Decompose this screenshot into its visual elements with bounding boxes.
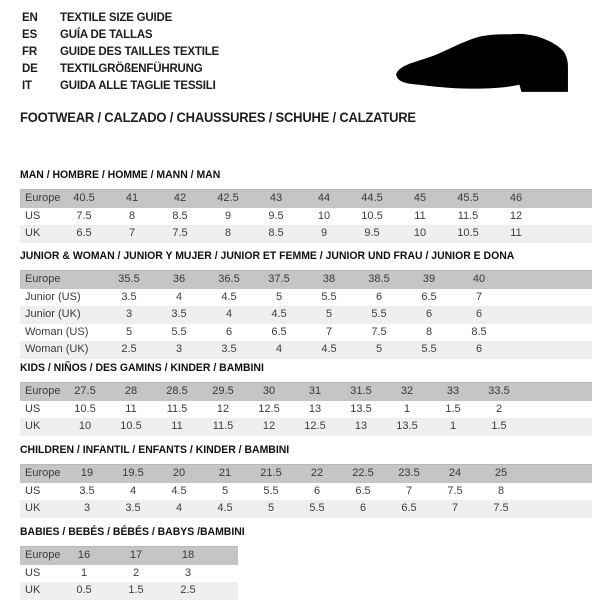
- row-label: US: [20, 208, 60, 226]
- filler-cell: [522, 383, 592, 401]
- size-cell: 5: [354, 341, 404, 359]
- language-label: GUIDA ALLE TAGLIE TESSILI: [60, 80, 216, 92]
- section-title: JUNIOR & WOMAN / JUNIOR Y MUJER / JUNIOR ET FEMME / JUNIOR UND FRAU / JUNIOR E DONA: [20, 250, 515, 262]
- size-cell: 16: [58, 547, 110, 565]
- size-cell: 4.5: [202, 500, 248, 518]
- size-cell: 7: [304, 324, 354, 342]
- size-cell: 1.5: [476, 418, 522, 436]
- row-label: Woman (US): [20, 324, 104, 342]
- size-cell: 29.5: [200, 383, 246, 401]
- language-row: [22, 27, 219, 44]
- size-cell: 10: [62, 418, 108, 436]
- size-cell: 3.5: [154, 306, 204, 324]
- row-label: UK: [20, 225, 60, 243]
- size-cell: 9: [204, 208, 252, 226]
- size-cell: 7: [432, 500, 478, 518]
- size-cell: 44: [300, 190, 348, 208]
- size-cell: 6.5: [404, 289, 454, 307]
- size-cell: 4.5: [254, 306, 304, 324]
- size-cell: 38.5: [354, 271, 404, 289]
- size-cell: 21.5: [248, 465, 294, 483]
- size-cell: 40: [454, 271, 504, 289]
- size-cell: 8.5: [156, 208, 204, 226]
- row-label: Europe: [20, 547, 58, 565]
- size-cell: 5.5: [304, 289, 354, 307]
- size-table-babies: [20, 546, 238, 600]
- size-cell: 4.5: [156, 483, 202, 501]
- table-row: [20, 465, 592, 483]
- size-cell: 30: [246, 383, 292, 401]
- size-cell: 28.5: [154, 383, 200, 401]
- table-row: [20, 271, 592, 289]
- size-cell: 3: [154, 341, 204, 359]
- size-cell: 43: [252, 190, 300, 208]
- row-label: Woman (UK): [20, 341, 104, 359]
- section-junior-woman: [20, 250, 592, 359]
- size-cell: 11: [492, 225, 540, 243]
- filler-cell: [524, 465, 592, 483]
- size-cell: 7: [386, 483, 432, 501]
- language-row: [22, 44, 219, 61]
- size-cell: 2.5: [104, 341, 154, 359]
- filler-cell: [522, 401, 592, 419]
- size-cell: 2.5: [162, 582, 214, 600]
- size-cell: 7.5: [478, 500, 524, 518]
- size-cell: 5.5: [294, 500, 340, 518]
- size-cell: 19: [64, 465, 110, 483]
- language-code: IT: [22, 80, 32, 92]
- size-cell: 25: [478, 465, 524, 483]
- size-cell: 5: [248, 500, 294, 518]
- size-cell: 13.5: [338, 401, 384, 419]
- size-cell: 1.5: [110, 582, 162, 600]
- size-cell: 33.5: [476, 383, 522, 401]
- size-cell: 6.5: [386, 500, 432, 518]
- section-children: [20, 444, 592, 518]
- size-cell: 39: [404, 271, 454, 289]
- size-cell: 6: [454, 306, 504, 324]
- size-cell: 46: [492, 190, 540, 208]
- size-cell: 7: [108, 225, 156, 243]
- table-row: [20, 289, 592, 307]
- size-cell: 40.5: [60, 190, 108, 208]
- filler-cell: [540, 225, 592, 243]
- size-cell: 13: [292, 401, 338, 419]
- row-label: US: [20, 401, 62, 419]
- size-cell: 8.5: [252, 225, 300, 243]
- size-cell: 20: [156, 465, 202, 483]
- size-cell: 3: [104, 306, 154, 324]
- table-row: [20, 500, 592, 518]
- language-code: DE: [22, 63, 38, 75]
- size-cell: 45.5: [444, 190, 492, 208]
- size-cell: 6: [340, 500, 386, 518]
- size-cell: 5.5: [404, 341, 454, 359]
- size-cell: 10: [396, 225, 444, 243]
- section-title: MAN / HOMBRE / HOMME / MANN / MAN: [20, 169, 221, 181]
- size-cell: 36.5: [204, 271, 254, 289]
- size-cell: 22: [294, 465, 340, 483]
- size-cell: 2: [476, 401, 522, 419]
- filler-cell: [214, 582, 238, 600]
- filler-cell: [524, 483, 592, 501]
- size-table-kids: [20, 382, 592, 436]
- size-cell: 8: [478, 483, 524, 501]
- table-row: [20, 483, 592, 501]
- size-cell: 42: [156, 190, 204, 208]
- size-cell: 36: [154, 271, 204, 289]
- size-cell: 31: [292, 383, 338, 401]
- size-cell: 7.5: [60, 208, 108, 226]
- table-row: [20, 565, 238, 583]
- size-cell: 3.5: [104, 289, 154, 307]
- size-cell: 5.5: [248, 483, 294, 501]
- size-cell: 5: [254, 289, 304, 307]
- filler-cell: [540, 190, 592, 208]
- size-cell: 13: [338, 418, 384, 436]
- table-row: [20, 547, 238, 565]
- size-cell: 6: [454, 341, 504, 359]
- size-cell: 4.5: [204, 289, 254, 307]
- size-cell: 8: [108, 208, 156, 226]
- row-label: Junior (US): [20, 289, 104, 307]
- filler-cell: [504, 306, 592, 324]
- table-row: [20, 208, 592, 226]
- filler-cell: [540, 208, 592, 226]
- size-cell: 44.5: [348, 190, 396, 208]
- language-code: FR: [22, 46, 37, 58]
- size-cell: 12: [492, 208, 540, 226]
- filler-cell: [522, 418, 592, 436]
- section-kids: [20, 362, 592, 436]
- size-table-children: [20, 464, 592, 518]
- size-cell: 28: [108, 383, 154, 401]
- size-cell: 35.5: [104, 271, 154, 289]
- filler-cell: [504, 341, 592, 359]
- size-cell: 8: [404, 324, 454, 342]
- language-row: [22, 61, 219, 78]
- size-cell: 3.5: [204, 341, 254, 359]
- size-cell: 41: [108, 190, 156, 208]
- size-cell: 19.5: [110, 465, 156, 483]
- size-cell: 12.5: [246, 401, 292, 419]
- size-cell: 1.5: [430, 401, 476, 419]
- size-cell: 1: [384, 401, 430, 419]
- size-cell: 11.5: [200, 418, 246, 436]
- row-label: Europe: [20, 383, 62, 401]
- section-title: KIDS / NIÑOS / DES GAMINS / KINDER / BAMBINI: [20, 362, 264, 374]
- size-cell: 24: [432, 465, 478, 483]
- size-cell: 1: [430, 418, 476, 436]
- size-cell: 12: [246, 418, 292, 436]
- size-table-junior-woman: [20, 270, 592, 359]
- size-cell: 10.5: [108, 418, 154, 436]
- size-cell: 7: [454, 289, 504, 307]
- size-table-man: [20, 189, 592, 243]
- size-cell: 6: [294, 483, 340, 501]
- size-cell: 22.5: [340, 465, 386, 483]
- size-cell: 13.5: [384, 418, 430, 436]
- size-cell: 9.5: [348, 225, 396, 243]
- table-row: [20, 401, 592, 419]
- filler-cell: [214, 547, 238, 565]
- language-label: GUIDE DES TAILLES TEXTILE: [60, 46, 219, 58]
- size-cell: 6: [354, 289, 404, 307]
- size-cell: 4.5: [304, 341, 354, 359]
- filler-cell: [504, 271, 592, 289]
- section-title: BABIES / BEBÉS / BÉBÉS / BABYS /BAMBINI: [20, 526, 245, 538]
- size-cell: 7.5: [354, 324, 404, 342]
- size-cell: 3.5: [64, 483, 110, 501]
- size-cell: 11: [108, 401, 154, 419]
- category-heading: FOOTWEAR / CALZADO / CHAUSSURES / SCHUHE / CALZATURE: [20, 110, 416, 125]
- section-babies: [20, 526, 592, 600]
- size-cell: 45: [396, 190, 444, 208]
- row-label: US: [20, 565, 58, 583]
- size-cell: 7.5: [432, 483, 478, 501]
- size-cell: 6.5: [60, 225, 108, 243]
- size-cell: 0.5: [58, 582, 110, 600]
- row-label: US: [20, 483, 64, 501]
- row-label: Europe: [20, 465, 64, 483]
- size-cell: 10.5: [348, 208, 396, 226]
- size-cell: 5: [304, 306, 354, 324]
- language-row: [22, 10, 219, 27]
- size-cell: 38: [304, 271, 354, 289]
- size-cell: 10.5: [444, 225, 492, 243]
- size-cell: 9: [300, 225, 348, 243]
- language-list: [22, 10, 219, 95]
- size-cell: 6: [204, 324, 254, 342]
- size-cell: 42.5: [204, 190, 252, 208]
- row-label: UK: [20, 418, 62, 436]
- size-cell: 27.5: [62, 383, 108, 401]
- row-label: Europe: [20, 190, 60, 208]
- size-cell: 1: [58, 565, 110, 583]
- row-label: UK: [20, 500, 64, 518]
- table-row: [20, 190, 592, 208]
- size-cell: 4: [110, 483, 156, 501]
- shoe-icon: [393, 26, 573, 96]
- size-cell: 18: [162, 547, 214, 565]
- filler-cell: [504, 289, 592, 307]
- table-row: [20, 383, 592, 401]
- size-cell: 8.5: [454, 324, 504, 342]
- filler-cell: [504, 324, 592, 342]
- language-row: [22, 78, 219, 95]
- row-label: Junior (UK): [20, 306, 104, 324]
- table-row: [20, 225, 592, 243]
- size-cell: 5: [104, 324, 154, 342]
- size-cell: 7.5: [156, 225, 204, 243]
- size-cell: 8: [204, 225, 252, 243]
- size-cell: 3.5: [110, 500, 156, 518]
- size-cell: 5: [202, 483, 248, 501]
- section-title: CHILDREN / INFANTIL / ENFANTS / KINDER / BAMBINI: [20, 444, 290, 456]
- size-cell: 6.5: [254, 324, 304, 342]
- size-cell: 11: [396, 208, 444, 226]
- filler-cell: [524, 500, 592, 518]
- size-cell: 6: [404, 306, 454, 324]
- size-cell: 12: [200, 401, 246, 419]
- table-row: [20, 582, 238, 600]
- size-cell: 6.5: [340, 483, 386, 501]
- size-cell: 3: [64, 500, 110, 518]
- table-row: [20, 306, 592, 324]
- language-code: EN: [22, 12, 38, 24]
- size-cell: 17: [110, 547, 162, 565]
- size-cell: 4: [254, 341, 304, 359]
- size-cell: 21: [202, 465, 248, 483]
- size-cell: 12.5: [292, 418, 338, 436]
- size-cell: 11.5: [154, 401, 200, 419]
- row-label: Europe: [20, 271, 104, 289]
- filler-cell: [214, 565, 238, 583]
- size-cell: 10.5: [62, 401, 108, 419]
- table-row: [20, 341, 592, 359]
- size-cell: 32: [384, 383, 430, 401]
- row-label: UK: [20, 582, 58, 600]
- size-cell: 37.5: [254, 271, 304, 289]
- size-cell: 5.5: [154, 324, 204, 342]
- language-label: TEXTILGRÖßENFÜHRUNG: [60, 63, 203, 75]
- size-cell: 9.5: [252, 208, 300, 226]
- size-cell: 11.5: [444, 208, 492, 226]
- size-cell: 2: [110, 565, 162, 583]
- size-cell: 10: [300, 208, 348, 226]
- size-cell: 5.5: [354, 306, 404, 324]
- section-man: [20, 169, 592, 243]
- size-cell: 33: [430, 383, 476, 401]
- size-cell: 31.5: [338, 383, 384, 401]
- language-code: ES: [22, 29, 37, 41]
- size-cell: 23.5: [386, 465, 432, 483]
- table-row: [20, 324, 592, 342]
- size-cell: 4: [204, 306, 254, 324]
- table-row: [20, 418, 592, 436]
- size-cell: 4: [156, 500, 202, 518]
- language-label: TEXTILE SIZE GUIDE: [60, 12, 173, 24]
- size-cell: 11: [154, 418, 200, 436]
- size-cell: 3: [162, 565, 214, 583]
- language-label: GUÍA DE TALLAS: [60, 29, 153, 41]
- size-cell: 4: [154, 289, 204, 307]
